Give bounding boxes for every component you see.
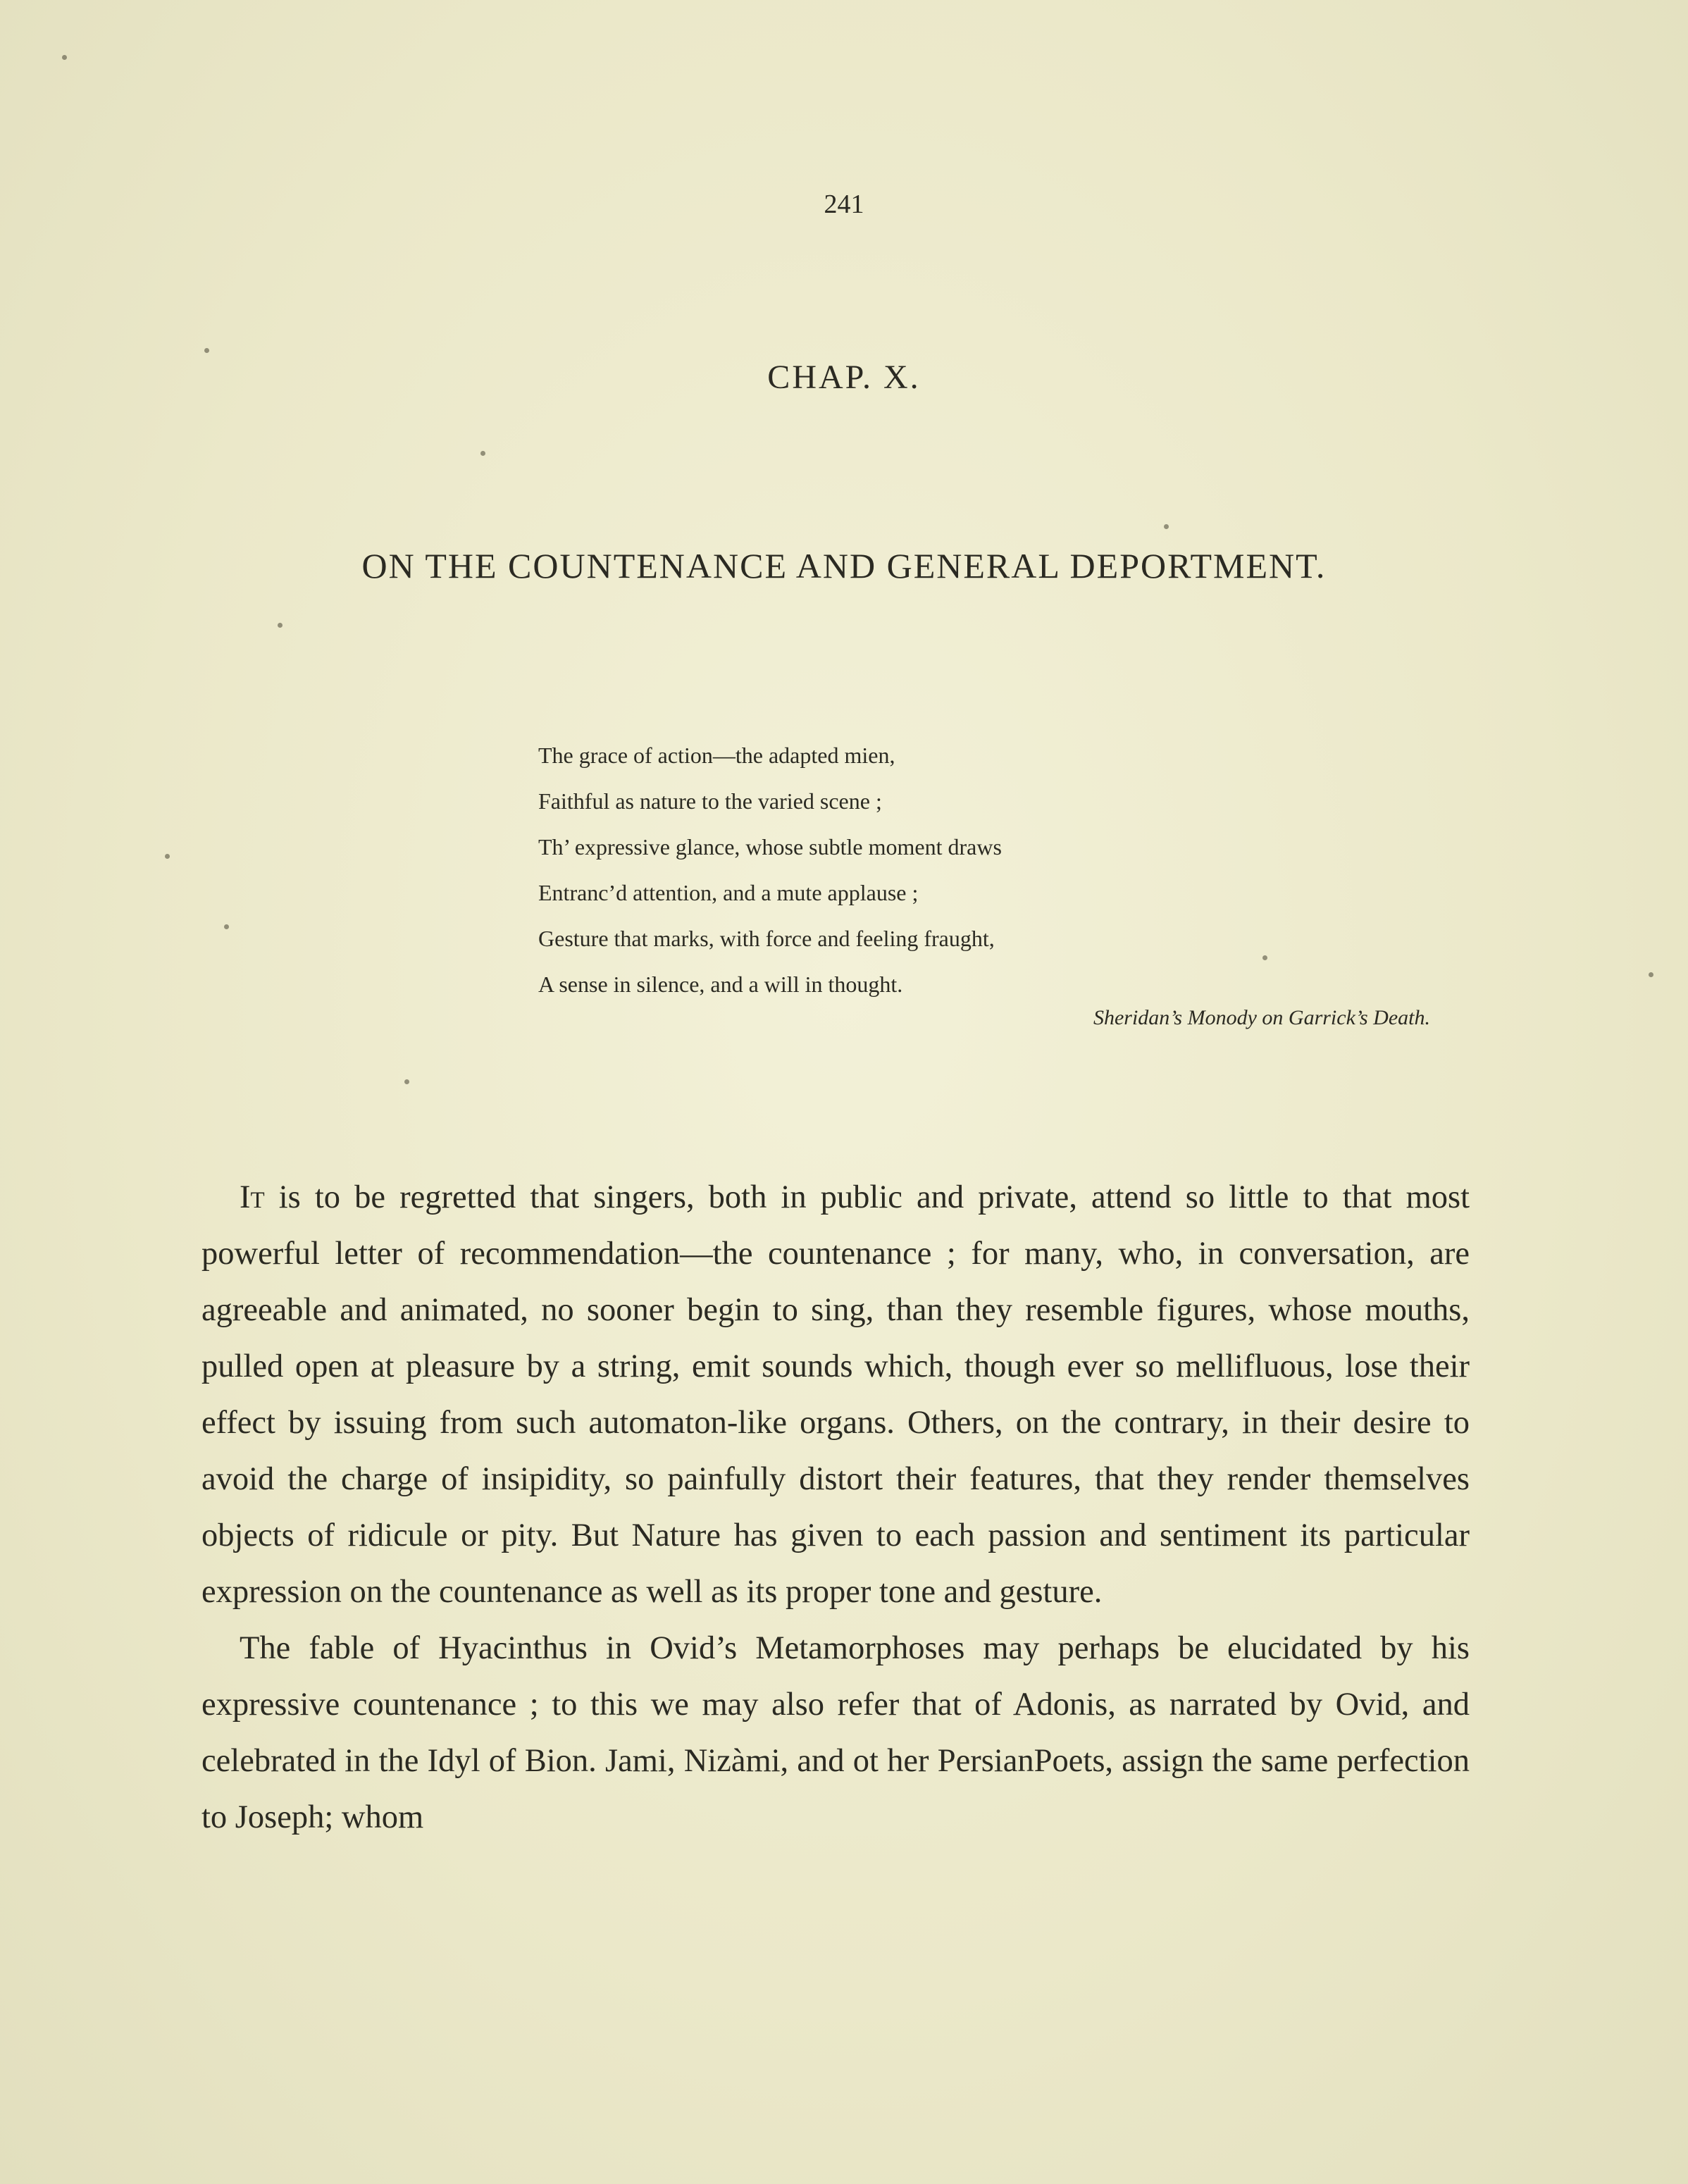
epigraph-line: A sense in silence, and a will in thought. (538, 972, 903, 997)
epigraph-attribution: Sheridan’s Monody on Garrick’s Death. (1093, 1006, 1430, 1029)
paper-speck (278, 623, 283, 628)
paper-speck (62, 55, 67, 60)
body-text (201, 1169, 1470, 1846)
paper-speck (165, 854, 170, 859)
paper-speck (224, 924, 229, 929)
epigraph (538, 733, 1454, 1007)
paper-speck (480, 451, 485, 456)
epigraph-line: Th’ expressive glance, whose subtle moment draws (538, 834, 1002, 860)
paragraph (201, 1169, 1470, 1620)
paper-speck (1262, 955, 1267, 960)
paper-speck (1649, 972, 1653, 977)
paragraph: The fable of Hyacinthus in Ovid’s Metamorphoses may perhaps be elucidated by his expressive countenance ; to this we may also refer that of Adonis, as narrated by Ovid, and celebrated in the Idyl of Bion. Jami, Nizàmi, and ot her PersianPoets, assign the same perfection to Joseph; whom (201, 1630, 1470, 1835)
paragraph-text: is to be regretted that singers, both in public and private, attend so little to that most powerful letter of recommendation—the countenance ; for many, who, in conversation, are agreeable and animated, no sooner begin to sing, than they resemble figures, whose mouths, pulled open at pleasure by a string, emit sounds which, though ever so mellifluous, lose their effect by issuing from such automaton-like organs. Others, on the contrary, in their desire to avoid the charge of insipidity, so painfully distort their features, that they render themselves objects of ridicule or pity. But Nature has given to each passion and sentiment its particular expression on the countenance as well as its proper tone and gesture. (201, 1179, 1470, 1610)
epigraph-line: Gesture that marks, with force and feeling fraught, (538, 926, 995, 951)
paper-speck (1164, 524, 1169, 529)
epigraph-line: Entranc’d attention, and a mute applause ; (538, 880, 919, 905)
chapter-heading: CHAP. X. (767, 359, 921, 396)
epigraph-line: The grace of action—the adapted mien, (538, 743, 895, 768)
paper-speck (404, 1079, 409, 1084)
drop-initial-word: It (240, 1179, 265, 1215)
page-number: 241 (824, 190, 864, 219)
section-title: ON THE COUNTENANCE AND GENERAL DEPORTMENT. (361, 546, 1327, 585)
epigraph-line: Faithful as nature to the varied scene ; (538, 788, 882, 814)
paper-speck (204, 348, 209, 353)
